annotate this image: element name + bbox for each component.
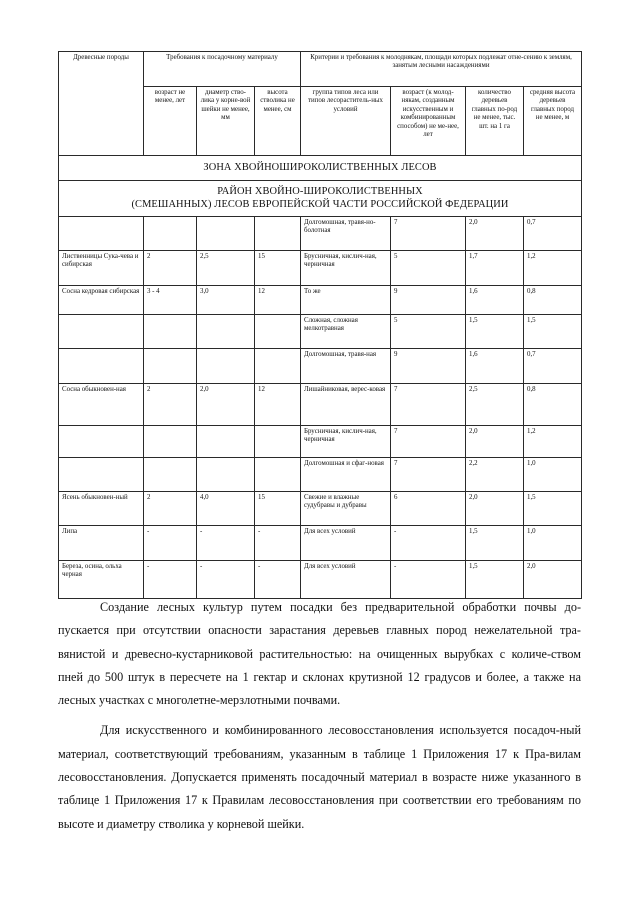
cell-forest-type: Для всех условий [301,561,391,599]
cell-tree-count: 1,7 [466,251,524,286]
cell-tree-count: 2,0 [466,492,524,526]
cell-age [144,349,197,384]
cell-tree-count: 1,6 [466,286,524,315]
cell-species [59,458,144,492]
paragraph: Создание лесных культур путем посадки без предварительной обработки почвы до-пускается при отсутствии опасности зарастания деревьев главных пород нежелательной тра-вянистой и древесно-кустарниковой растительностью: на очищенных вырубках с количе-ством пней до 500 штук в пересчете на 1 гектар и склонах крутизной 12 градусов и более, а также на лесных участках с многолетне-мерзлотными почвами. [58,600,581,708]
table-row [59,426,582,458]
table-row [59,492,582,526]
cell-avg-height: 2,0 [524,561,582,599]
cell-avg-height: 1,2 [524,426,582,458]
cell-age: 3 - 4 [144,286,197,315]
cell-tree-count: 2,5 [466,384,524,426]
cell-forest-type: Сложная, сложная мелкотравная [301,315,391,349]
table-row [59,315,582,349]
cell-diameter [197,426,255,458]
cell-tree-count: 1,5 [466,315,524,349]
cell-young-age: 7 [391,217,466,251]
cell-tree-count: 1,5 [466,526,524,561]
cell-diameter [197,217,255,251]
header-species: Древесные породы [59,52,144,156]
cell-height [255,426,301,458]
cell-young-age: - [391,526,466,561]
requirements-table [58,51,582,599]
cell-forest-type: То же [301,286,391,315]
cell-species: Липа [59,526,144,561]
cell-species: Сосна кедровая сибирская [59,286,144,315]
cell-tree-count: 2,2 [466,458,524,492]
cell-young-age: 6 [391,492,466,526]
table-row [59,384,582,426]
cell-diameter: - [197,526,255,561]
cell-height: 12 [255,384,301,426]
cell-diameter: 2,0 [197,384,255,426]
cell-species: Береза, осина, ольха черная [59,561,144,599]
cell-young-age: 7 [391,384,466,426]
body-text [58,596,581,836]
header-young-stand-criteria: Критерии и требования к молоднякам, площади которых подлежат отне-сению к землям, занятым лесными насаждениями [301,52,582,87]
cell-forest-type: Для всех условий [301,526,391,561]
paragraph: Для искусственного и комбинированного лесовосстановления используется посадоч-ный материал, соответствующий требованиям, указанным в таблице 1 Приложения 17 к Пра-вилам лесовосстановления. Допускается применять посадочный материал в возрасте ниже указанного в таблице 1 Приложения 17 к Правилам лесовосстановления при соответствии его требованиям по высоте и диаметру стволика у корневой шейки. [58,723,581,831]
cell-forest-type: Долгомошная и сфаг-новая [301,458,391,492]
cell-young-age: 7 [391,458,466,492]
cell-young-age: 9 [391,349,466,384]
cell-species: Ясень обыкновен-ный [59,492,144,526]
cell-diameter: 3,0 [197,286,255,315]
cell-height [255,349,301,384]
subheader-avg-height: средняя высота деревьев главных пород не менее, м [524,87,582,156]
subheader-tree-count: количество деревьев главных по-род не менее, тыс. шт. на 1 га [466,87,524,156]
cell-forest-type: Брусничная, кислич-ная, черничная [301,426,391,458]
cell-height: 15 [255,492,301,526]
subheader-height: высота стволика не менее, см [255,87,301,156]
cell-diameter: 2,5 [197,251,255,286]
cell-avg-height: 1,0 [524,458,582,492]
cell-diameter [197,349,255,384]
cell-species: Лиственницы Сука-чева и сибирская [59,251,144,286]
cell-height [255,315,301,349]
cell-tree-count: 2,0 [466,217,524,251]
cell-age [144,217,197,251]
cell-age: - [144,526,197,561]
subheader-forest-type: группа типов леса или типов лесораститель-ных условий [301,87,391,156]
cell-height [255,217,301,251]
cell-height: 12 [255,286,301,315]
cell-young-age: - [391,561,466,599]
cell-diameter: - [197,561,255,599]
table-row [59,349,582,384]
cell-tree-count: 2,0 [466,426,524,458]
region-title [59,181,582,217]
table-row [59,458,582,492]
zone-title: ЗОНА ХВОЙНОШИРОКОЛИСТВЕННЫХ ЛЕСОВ [59,156,582,181]
cell-avg-height: 0,8 [524,286,582,315]
header-planting-requirements: Требования к посадочному материалу [144,52,301,87]
table-row [59,217,582,251]
table-row [59,251,582,286]
cell-avg-height: 1,2 [524,251,582,286]
cell-age: 2 [144,492,197,526]
cell-tree-count: 1,5 [466,561,524,599]
cell-young-age: 5 [391,315,466,349]
cell-diameter [197,458,255,492]
cell-species [59,349,144,384]
cell-species [59,426,144,458]
table-row [59,286,582,315]
cell-young-age: 7 [391,426,466,458]
cell-forest-type: Долгомошная, травя-но-болотная [301,217,391,251]
cell-forest-type: Долгомошная, травя-ная [301,349,391,384]
cell-age: 2 [144,384,197,426]
cell-age [144,458,197,492]
cell-height: 15 [255,251,301,286]
region-title-line1: РАЙОН ХВОЙНО-ШИРОКОЛИСТВЕННЫХ [217,186,423,198]
cell-species [59,217,144,251]
cell-species [59,315,144,349]
cell-avg-height: 0,7 [524,217,582,251]
cell-diameter: 4,0 [197,492,255,526]
cell-height: - [255,561,301,599]
cell-height: - [255,526,301,561]
cell-diameter [197,315,255,349]
cell-age: - [144,561,197,599]
cell-height [255,458,301,492]
cell-avg-height: 1,5 [524,492,582,526]
cell-avg-height: 0,8 [524,384,582,426]
cell-species: Сосна обыкновен-ная [59,384,144,426]
cell-age [144,426,197,458]
cell-age: 2 [144,251,197,286]
cell-avg-height: 1,0 [524,526,582,561]
cell-forest-type: Лишайниковая, верес-ковая [301,384,391,426]
cell-young-age: 5 [391,251,466,286]
region-title-line2: (СМЕШАННЫХ) ЛЕСОВ ЕВРОПЕЙСКОЙ ЧАСТИ РОССИЙСКОЙ ФЕДЕРАЦИИ [131,198,509,210]
cell-forest-type: Брусничная, кислич-ная, черничная [301,251,391,286]
subheader-diameter: диаметр ство-лика у корне-вой шейки не менее, мм [197,87,255,156]
cell-forest-type: Свежие и влажные судубравы и дубравы [301,492,391,526]
table-row [59,561,582,599]
cell-young-age: 9 [391,286,466,315]
subheader-young-age: возраст (к молод-някам, созданным искусственным и комбинированным способом) не ме-нее, лет [391,87,466,156]
cell-avg-height: 0,7 [524,349,582,384]
cell-avg-height: 1,5 [524,315,582,349]
subheader-age: возраст не менее, лет [144,87,197,156]
cell-age [144,315,197,349]
table-row [59,526,582,561]
cell-tree-count: 1,6 [466,349,524,384]
